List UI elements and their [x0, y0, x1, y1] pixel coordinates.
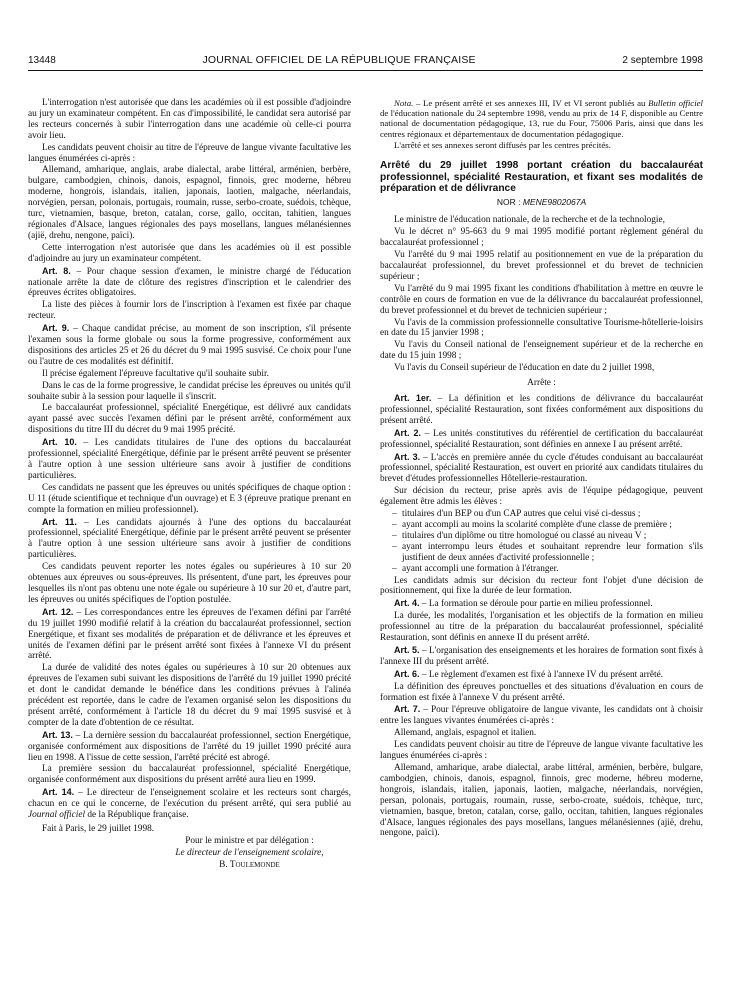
article-4	[380, 598, 703, 610]
article-label: Art. 5.	[394, 644, 420, 655]
article-label: Art. 3.	[394, 451, 421, 462]
language-list: Allemand, amharique, anglais, arabe dialectal, arabe littéral, arménien, berbère, bulgare, cambodgien, chinois, danois, espagnol, finnois, grec moderne, hébreu moderne, hongrois, islandais, italien, japonais, laotien, malgache, néerlandais, norvégien, persan, polonais, portugais, roumain, russe, serbo-croate, suédois, tchèque, turc, vietnamien, basque, breton, catalan, corse, gallo, occitan, tahitien, langues régionales d'Alsace, langues régionales des pays mosellans, langues mélanésiennes (ajië, drehu, nengone, païci).	[28, 165, 351, 241]
paragraph: Ces candidats peuvent reporter les notes égales ou supérieures à 10 sur 20 obtenues aux épreuves ou sous-épreuves. Ils présentent, d'une part, les épreuves pour lesquelles ils n'ont pas obtenu une note égale ou supérieure à 10 sur 20 et, d'autre part, les épreuves ou unités spécifiques de l'option postulée.	[28, 562, 351, 605]
article-text: – Les correspondances entre les épreuves de l'examen défini par l'arrêté du 19 juillet 1990 modifié relatif à la création du baccalauréat professionnel, section Energétique, et fixant ses modalités de préparation et de délivrance et les épreuves et unités de l'examen défini par le présent arrêté sont fixées à l'annexe VI du présent arrêté.	[28, 607, 351, 662]
list-item: – ayant accompli une formation à l'étranger.	[402, 564, 703, 575]
paragraph: La durée, les modalités, l'organisation et les objectifs de la formation en milieu professionnel au titre de la préparation du baccalauréat professionnel, spécialité Restauration, sont définis en annexe II du présent arrêté.	[380, 611, 703, 644]
paragraph: La première session du baccalauréat professionnel, spécialité Energétique, organisée conformément aux dispositions du présent arrêté aura lieu en 1999.	[28, 764, 351, 786]
article-text: – Chaque candidat précise, au moment de son inscription, s'il présente l'examen sous la forme globale ou sous la forme progressive, conformément aux dispositions des articles 25 et 26 du décret du 9 mai 1995 susvisé. Ce choix pour l'une ou l'autre de ces modalités est définitif.	[28, 324, 351, 367]
paragraph: Allemand, anglais, espagnol et italien.	[394, 728, 537, 739]
nor-code: MENE9802067A	[522, 196, 587, 207]
paragraph: L'interrogation n'est autorisée que dans les académies où il est possible d'adjoindre au jury un examinateur compétent. En cas d'impossibilité, le candidat sera autorisé par les recteurs concernés à subir l'interrogation dans une académie où celle-ci pourra avoir lieu.	[28, 98, 351, 141]
article-label: Art. 7.	[394, 704, 421, 715]
paragraph: Les candidats peuvent choisir au titre de l'épreuve de langue vivante facultative les langues énumérées ci-après :	[28, 142, 351, 164]
paragraph: Cette interrogation n'est autorisée que dans les académies où il est possible d'adjoindre au jury un examinateur compétent.	[28, 242, 351, 264]
article-label: Art. 11.	[42, 516, 77, 527]
article-1	[380, 393, 703, 427]
signature-name: B. Toulemonde	[219, 859, 280, 870]
article-9	[28, 323, 351, 368]
article-11	[28, 517, 351, 562]
article-text: – Le directeur de l'enseignement scolaire et les recteurs sont chargés, chacun en ce qui le concerne, de l'exécution du présent arrêté, qui sera publié au	[28, 788, 351, 810]
list-item: – titulaires d'un diplôme ou titre homologué ou classé au niveau V ;	[402, 531, 703, 542]
note-label: Nota.	[394, 98, 414, 108]
article-label: Art. 4.	[394, 598, 420, 609]
article-6	[380, 669, 703, 681]
list-item: – ayant accompli au moins la scolarité complète d'une classe de première ;	[402, 520, 703, 531]
article-text: – La formation se déroule pour partie en milieu professionnel.	[419, 599, 653, 610]
citation: Vu l'avis de la commission professionnelle consultative Tourisme-hôtellerie-loisirs en date du 15 janvier 1998 ;	[380, 317, 703, 339]
journal-title: JOURNAL OFFICIEL DE LA RÉPUBLIQUE FRANÇAISE	[202, 54, 476, 66]
article-text: – Le règlement d'examen est fixé à l'annexe IV du présent arrêté.	[419, 669, 664, 680]
article-text: de la République française.	[85, 810, 189, 821]
nor-reference	[380, 197, 703, 208]
citation: Vu l'arrêté du 9 mai 1995 relatif au positionnement en vue de la préparation du baccalauréat professionnel, du brevet professionnel et du brevet de technicien supérieur ;	[380, 250, 703, 282]
paragraph: Les candidats admis sur décision du recteur font l'objet d'une décision de positionnement, qui fixe la durée de leur formation.	[380, 575, 703, 597]
paragraph: Les candidats peuvent choisir au titre de l'épreuve de langue vivante facultative les langues énumérées ci-après :	[380, 740, 703, 762]
article-7	[380, 704, 703, 727]
signature-line: Pour le ministre et par délégation :	[185, 835, 314, 846]
signature-title: Le directeur de l'enseignement scolaire,	[175, 847, 324, 858]
nor-label: NOR :	[496, 196, 523, 207]
paragraph: Le baccalauréat professionnel, spécialité Energétique, est délivré aux candidats ayant passé avec succès l'examen défini par le présent arrêté, conformément aux dispositions du titre III du décret du 9 mai 1995 précité.	[28, 403, 351, 436]
article-label: Art. 6.	[394, 668, 420, 679]
list-item: – ayant interrompu leurs études et souhaitant reprendre leur formation s'ils justifient de deux années d'activité professionnelle ;	[402, 542, 703, 564]
publication-date: 2 septembre 1998	[622, 54, 703, 66]
article-text: – La définition et les conditions de délivrance du baccalauréat professionnel, spécialité Restauration, sont fixées conformément aux dispositions du présent arrêté.	[380, 394, 703, 426]
article-text: – La dernière session du baccalauréat professionnel, section Energétique, organisée conformément aux dispositions de l'arrêté du 19 juillet 1990 précité aura lieu en 1998. A l'issue de cette session, l'arrêté précité est abrogé.	[28, 730, 351, 763]
paragraph: La durée de validité des notes égales ou supérieures à 10 sur 20 obtenues aux épreuves de l'examen subi suivant les dispositions de l'arrêté du 19 juillet 1990 précité et dont le candidat demande le bénéfice dans les conditions prévues à l'alinéa précédent est reportée, dans le cadre de l'examen organisé selon les dispositions du présent arrêté, conformément à l'article 18 du décret du 9 mai 1995 susvisé et à compter de la date d'obtention de ce résultat.	[28, 663, 351, 728]
article-label: Art. 10.	[42, 437, 77, 448]
article-text: – Les candidats ajournés à l'une des options du baccalauréat professionnel, spécialité Energétique, définie par le présent arrêté peuvent se présenter à l'autre option à une session ultérieure sans avoir à justifier de conditions particulières.	[28, 517, 351, 561]
paragraph: Il précise également l'épreuve facultative qu'il souhaite subir.	[42, 368, 269, 379]
article-text: – Les candidats titulaires de l'une des options du baccalauréat professionnel, spécialité Energétique, définie par le présent arrêté peuvent se présenter à l'autre option à une session ultérieure sans avoir à justifier de conditions particulières.	[28, 438, 352, 481]
article-label: Art. 14.	[42, 787, 75, 798]
publication-note	[380, 98, 703, 139]
left-column	[28, 98, 351, 872]
article-13	[28, 730, 351, 764]
article-text: – L'organisation des enseignements et les horaires de formation sont fixés à l'annexe III du présent arrêté.	[380, 645, 704, 667]
article-label: Art. 13.	[42, 729, 73, 740]
right-column	[380, 98, 703, 840]
article-3	[380, 452, 703, 486]
admission-list	[380, 509, 703, 574]
article-label: Art. 2.	[394, 427, 421, 438]
article-text: – L'accès en première année du cycle d'études conduisant au baccalauréat professionnel, spécialité Restauration, est ouvert en priorité aux candidats titulaires du brevet d'études professionnelles Hôtellerie-restauration.	[380, 452, 703, 485]
article-label: Art. 9.	[42, 323, 70, 334]
page-number: 13448	[28, 54, 56, 66]
article-12	[28, 607, 351, 663]
bulletin-reference: Bulletin officiel	[648, 98, 704, 108]
signed-date: Fait à Paris, le 29 juillet 1998.	[42, 824, 155, 834]
paragraph: Sur décision du recteur, prise après avis de l'équipe pédagogique, peuvent également être admis les élèves :	[380, 486, 703, 508]
article-label: Art. 8.	[42, 265, 71, 276]
language-list: Allemand, amharique, arabe dialectal, arabe littéral, arménien, berbère, bulgare, cambodgien, chinois, danois, espagnol, finnois, grec moderne, hébreu moderne, hongrois, islandais, italien, japonais, laotien, malgache, néerlandais, norvégien, persan, polonais, portugais, roumain, russe, serbo-croate, suédois, tchèque, turc, vietnamien, basque, breton, catalan, corse, gallo, occitan, tahitien, langues régionales d'Alsace, langues régionales des pays mosellans, langues mélanésiennes (ajië, drehu, nengone, païci).	[380, 763, 703, 839]
page-header	[28, 52, 703, 68]
note-text: de l'éducation nationale du 24 septembre 1998, vendu au prix de 14 F, disponible au Centre national de documentation pédagogique, 13, rue du Four, 75006 Paris, ainsi que dans les centres régionaux et départementaux de documentation pédagogique.	[380, 108, 703, 139]
article-text: – Pour chaque session d'examen, le ministre chargé de l'éducation nationale arrête la date de clôture des registres d'inscription et le calendrier des épreuves écrites obligatoires.	[28, 266, 351, 299]
decree-arrete: Arrête :	[527, 378, 556, 389]
header-rule	[28, 70, 703, 71]
publication-note: L'arrêté et ses annexes seront diffusés par les centres précités.	[394, 139, 611, 150]
paragraph: La liste des pièces à fournir lors de l'inscription à l'examen est fixée par chaque recteur.	[28, 300, 351, 322]
note-text: – Le présent arrêté et ses annexes III, IV et VI seront publiés au	[413, 98, 649, 108]
article-label: Art. 1er.	[394, 393, 432, 404]
decree-title: Arrêté du 29 juillet 1998 portant création du baccalauréat professionnel, spécialité Restauration, et fixant ses modalités de préparation et de délivrance	[380, 160, 703, 195]
journal-reference: Journal officiel	[28, 810, 86, 821]
citation: Vu l'avis du Conseil national de l'enseignement supérieur et de la recherche en date du 15 juin 1998 ;	[380, 340, 703, 362]
article-2	[380, 428, 703, 451]
article-14	[28, 787, 351, 821]
article-text: – Les unités constitutives du référentiel de certification du baccalauréat professionnel, spécialité Restauration, sont définies en annexe I au présent arrêté.	[380, 428, 703, 450]
article-8	[28, 266, 351, 300]
citation: Vu l'arrêté du 9 mai 1995 fixant les conditions d'habilitation à mettre en œuvre le contrôle en cours de formation en vue de la délivrance du baccalauréat professionnel, du brevet professionnel et du brevet de technicien supérieur ;	[380, 283, 703, 316]
decree-intro: Le ministre de l'éducation nationale, de la recherche et de la technologie,	[394, 215, 665, 226]
citation: Vu le décret n° 95-663 du 9 mai 1995 modifié portant règlement général du baccalauréat professionnel ;	[380, 227, 703, 249]
article-text: – Pour l'épreuve obligatoire de langue vivante, les candidats ont à choisir entre les langues vivantes énumérées ci-après :	[380, 705, 703, 727]
list-item: – titulaires d'un BEP ou d'un CAP autres que celui visé ci-dessus ;	[402, 509, 703, 520]
citation: Vu l'avis du Conseil supérieur de l'éducation en date du 2 juillet 1998,	[394, 363, 655, 374]
paragraph: Dans le cas de la forme progressive, le candidat précise les épreuves ou unités qu'il souhaite subir à la session pour laquelle il s'inscrit.	[28, 380, 351, 402]
paragraph: Ces candidats ne passent que les épreuves ou unités spécifiques de chaque option : U 11 (étude scientifique et technique d'un ouvrage) et E 3 (épreuve pratique prenant en compte la formation en milieu professionnel).	[28, 482, 351, 515]
article-5	[380, 645, 703, 668]
article-label: Art. 12.	[42, 606, 74, 617]
paragraph: La définition des épreuves ponctuelles et des situations d'évaluation en cours de formation est fixée à l'annexe V du présent arrêté.	[380, 681, 703, 703]
article-10	[28, 437, 351, 482]
